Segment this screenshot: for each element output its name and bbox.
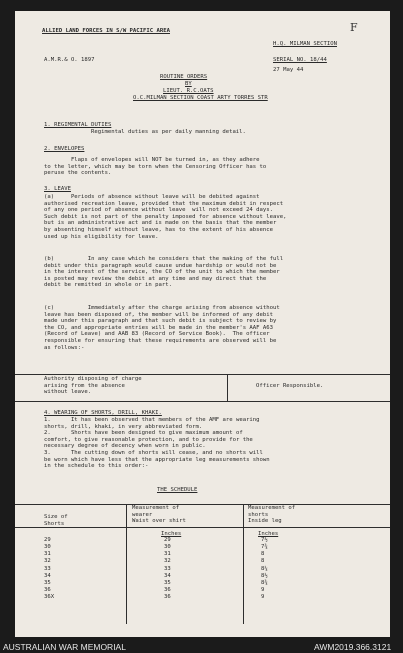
section-2-heading: 2. ENVELOPES: [44, 146, 85, 152]
authority-table-divider: [227, 374, 228, 401]
schedule-unit-leg: Inches: [258, 531, 279, 537]
title-line-1: ROUTINE ORDERS: [160, 74, 208, 80]
authority-table-bottom-rule: [15, 401, 390, 402]
section-heading: H.Q. MILMAN SECTION: [273, 41, 337, 47]
amr-reference: A.M.R.& O. 1897: [44, 57, 95, 63]
schedule-col1-header: Size of Shorts: [44, 514, 68, 527]
schedule-col2-header: Measurement of wearer Waist over shirt: [132, 505, 186, 525]
section-1-body: Regimental duties as per daily manning detail.: [91, 129, 246, 135]
schedule-sizes: 29 30 31 32 33 34 35 36 36X: [44, 537, 55, 601]
section-4-body: 1. It has been observed that members of the AMF are wearing shorts, drill, khaki, in very abbreviated form. 2. Shorts have been designed to give maximum amount of comfort, to give reasonable protection, and to provide for the necessary degree of decency when worn in public. 3. The cutting down of shorts will cease, and no shorts will be worn which have less that the appropriate leg measurements shown in the schedule to this order:-: [44, 417, 270, 470]
authority-value: Officer Responsible.: [256, 383, 324, 389]
serial-number: SERIAL NO. 18/44: [273, 57, 327, 63]
schedule-divider-1: [126, 504, 127, 624]
schedule-col3-header: Measurement of shorts Inside leg: [248, 505, 296, 525]
title-line-2: BY: [185, 81, 192, 87]
title-line-3: LIEUT. R.C.OATS: [163, 88, 214, 94]
footer-accession-number: AWM2019.366.3121: [314, 642, 392, 652]
schedule-unit-waist: Inches: [161, 531, 182, 537]
org-heading: ALLIED LAND FORCES IN S/W PACIFIC AREA: [42, 28, 170, 34]
schedule-divider-2: [243, 504, 244, 624]
authority-label: Authority disposing of charge arising from the absence without leave.: [44, 376, 142, 396]
corner-mark: F: [350, 21, 358, 34]
section-3-heading: 3. LEAVE: [44, 186, 71, 192]
schedule-top-rule: [15, 504, 390, 505]
document-page: [15, 11, 390, 637]
schedule-waists: 29 30 31 32 33 34 35 36 36: [164, 537, 171, 601]
archive-footer: [0, 638, 403, 653]
section-3a-body: (a) Periods of absence without leave will be debited against authorised recreation leave, provided that the maximum debit in respect of any one period of absence without leave will not exceed 24 days. Such debit is not part of the penalty imposed for absence without leave, but is an administrative act and is made on the basis that the member by absenting himself without leave, has to the extent of his absence used up his eligibility for leave.: [44, 194, 287, 240]
section-3c-body: (c) Immediately after the charge arising from absence without leave has been disposed of, the member will be informed of any debit made under this paragraph and that such debit is subject to review by the CO, and appropriate entries will be made in the member's AAF A63 (Record of Leave) and AAB 83 (Record of Service Book). The officer responsible for ensuring that these requirements are observed will be as follows:-: [44, 305, 280, 351]
footer-institution: AUSTRALIAN WAR MEMORIAL: [3, 642, 126, 652]
section-2-body: Flaps of envelopes will NOT be turned in, as they adhere to the letter, which may be torn when the Censoring Officer has to peruse the contents.: [44, 157, 267, 177]
section-4-heading: 4. WEARING OF SHORTS, DRILL, KHAKI.: [44, 410, 162, 416]
section-1-heading: 1. REGIMENTAL DUTIES: [44, 122, 112, 128]
schedule-legs: 7½ 7¾ 8 8 8¼ 8½ 8¾ 9 9: [261, 537, 268, 601]
title-line-4: O.C.MILMAN SECTION COAST ARTY TORRES STR: [133, 95, 268, 101]
schedule-heading: THE SCHEDULE: [157, 487, 198, 493]
schedule-header-rule: [15, 527, 390, 528]
section-3b-body: (b) In any case which he considers that the making of the full debit under this paragraph would cause undue hardship or would not be in the interest of the service, the CO of the unit to which the member is posted may review the debit at any time and may direct that the debit be remitted in whole or in part.: [44, 256, 284, 289]
order-date: 27 May 44: [273, 67, 304, 73]
authority-table-top-rule: [15, 374, 390, 375]
